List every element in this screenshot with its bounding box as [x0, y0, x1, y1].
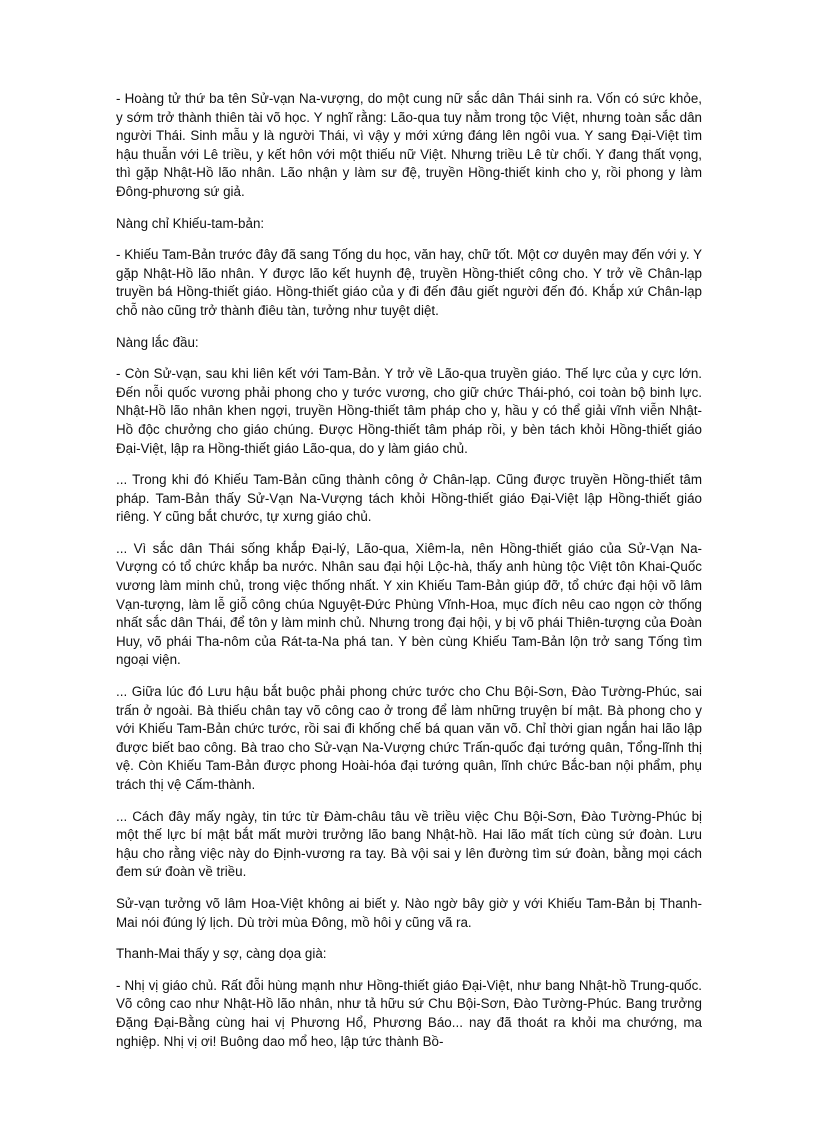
paragraph: Nàng lắc đầu: [116, 334, 199, 350]
paragraph: ... Vì sắc dân Thái sống khắp Đại-lý, Lão-qua, Xiêm-la, nên Hồng-thiết giáo của Sử-Vạn Na-Vượng có tổ chức khắp ba nước. Nhân sau đại hội Lộc-hà, thấy anh hùng tộc Việt tôn Khai-Quốc vương làm minh chủ, trong việc thống nhất. Y xin Khiếu Tam-Bản giúp đỡ, tổ chức đại hội võ lâm Vạn-tượng, làm lễ giỗ công chúa Nguyệt-Đức Phùng Vĩnh-Hoa, mục đích nêu cao ngọn cờ thống nhất sắc dân Thái, để tôn y làm minh chủ. Nhưng trong đại hội, y bị võ phái Thiên-tượng của Đoàn Huy, võ phái Tha-nôm của Rát-ta-Na phá tan. Y bèn cùng Khiếu Tam-Bản lộn trở sang Tống tìm ngoại viện. [116, 540, 702, 668]
paragraph: - Nhị vị giáo chủ. Rất đỗi hùng mạnh như Hồng-thiết giáo Đại-Việt, như bang Nhật-hồ Trung-quốc. Võ công cao như Nhật-Hồ lão nhân, như tả hữu sứ Chu Bội-Sơn, Đào Tường-Phúc. Bang trưởng Đặng Đại-Bằng cùng hai vị Phương Hổ, Phương Báo... nay đã thoát ra khỏi ma chướng, ma nghiệp. Nhị vị ơi! Buông dao mổ heo, lập tức thành Bồ- [116, 977, 702, 1049]
paragraph: Thanh-Mai thấy y sợ, càng dọa già: [116, 946, 327, 962]
paragraph: Nàng chỉ Khiếu-tam-bản: [116, 215, 265, 231]
paragraph: ... Cách đây mấy ngày, tin tức từ Đàm-châu tâu về triều việc Chu Bội-Sơn, Đào Tường-Phúc bị một thế lực bí mật bắt mất mười trưởng lão bang Nhật-hồ. Hai lão mất tích cùng sứ đoàn. Lưu hậu cho rằng việc này do Định-vương ra tay. Bà vội sai y lên đường tìm sứ đoàn, bằng mọi cách đem sứ đoàn về triều. [116, 808, 702, 880]
paragraph: Sử-vạn tưởng võ lâm Hoa-Việt không ai biết y. Nào ngờ bây giờ y với Khiếu Tam-Bản bị Thanh-Mai nói đúng lý lịch. Dù trời mùa Đông, mồ hôi y cũng vã ra. [116, 895, 702, 930]
paragraph: - Khiếu Tam-Bản trước đây đã sang Tống du học, văn hay, chữ tốt. Một cơ duyên may đến với y. Y gặp Nhật-Hồ lão nhân. Y được lão kết huynh đệ, truyền Hồng-thiết công cho. Y trở về Chân-lạp truyền bá Hồng-thiết giáo. Hồng-thiết giáo của y đi đến đâu giết người đến đó. Khắp xứ Chân-lạp chỗ nào cũng trở thành điêu tàn, tưởng như tuyệt diệt. [116, 247, 702, 318]
paragraph: - Hoàng tử thứ ba tên Sử-vạn Na-vượng, do một cung nữ sắc dân Thái sinh ra. Vốn có sức khỏe, y sớm trở thành thiên tài võ học. Y nghĩ rằng: Lão-qua tuy nằm trong tộc Việt, nhưng toàn sắc dân người Thái. Sinh mẫu y là người Thái, vì vậy y mới xứng đáng lên ngôi vua. Y sang Đại-Việt tìm hậu thuẫn với Lê triều, y kết hôn với một thiếu nữ Việt. Nhưng triều Lê từ chối. Y đang thất vọng, thì gặp Nhật-Hồ lão nhân. Lão nhận y làm sư đệ, truyền Hồng-thiết kinh cho y, rồi phong y làm Đông-phương sứ giả. [116, 91, 702, 199]
paragraph: ... Giữa lúc đó Lưu hậu bắt buộc phải phong chức tước cho Chu Bội-Sơn, Đào Tường-Phúc, sai trấn ở ngoài. Bà thiếu chân tay võ công cao ở trong để làm những truyện bí mật. Bà phong cho y với Khiếu Tam-Bản chức tước, rồi sai đi khống chế bá quan văn võ. Chỉ thời gian ngắn hai lão lập được biết bao công. Bà trao cho Sử-vạn Na-Vượng chức Trấn-quốc đại tướng quân, Tổng-lĩnh thị vệ. Còn Khiếu Tam-Bản được phong Hoài-hóa đại tướng quân, lĩnh chức Bắc-ban nội phẩm, phụ trách thị vệ Cấm-thành. [116, 684, 702, 792]
document-page [116, 90, 702, 1064]
paragraph: ... Trong khi đó Khiếu Tam-Bản cũng thành công ở Chân-lạp. Cũng được truyền Hồng-thiết tâm pháp. Tam-Bản thấy Sử-Vạn Na-Vượng tách khỏi Hồng-thiết giáo Đại-Việt lập Hồng-thiết giáo riêng. Y cũng bắt chước, tự xưng giáo chủ. [116, 472, 702, 525]
paragraph: - Còn Sử-vạn, sau khi liên kết với Tam-Bản. Y trở về Lão-qua truyền giáo. Thế lực của y cực lớn. Đến nỗi quốc vương phải phong cho y tước vương, cho giữ chức Thái-phó, coi toàn bộ binh lực. Nhật-Hồ lão nhân khen ngợi, truyền Hồng-thiết tâm pháp cho y, hầu y có thể giải vĩnh viễn Nhật-Hồ độc chưởng cho giáo chúng. Được Hồng-thiết tâm pháp rồi, y bèn tách khỏi Hồng-thiết giáo Đại-Việt, lập ra Hồng-thiết giáo Lão-qua, do y làm giáo chủ. [116, 366, 702, 456]
